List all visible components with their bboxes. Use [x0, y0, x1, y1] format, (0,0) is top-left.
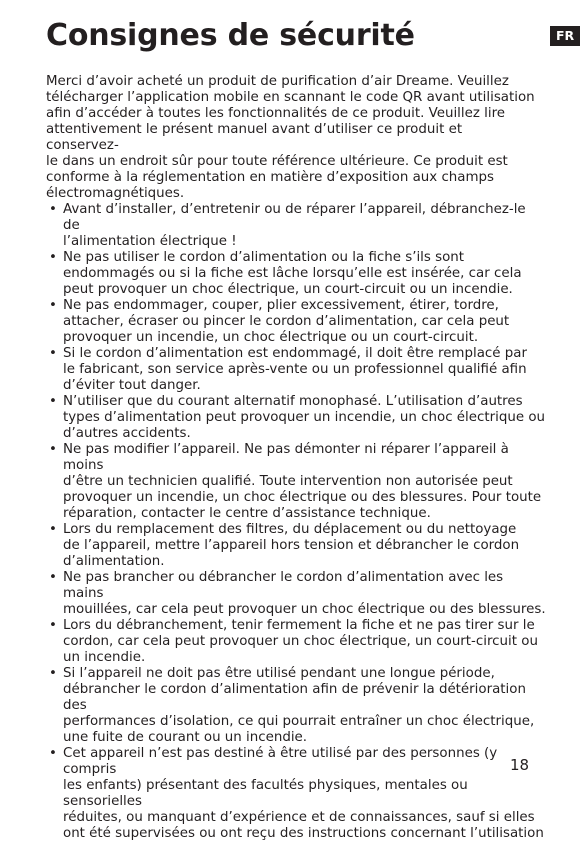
safety-instruction-item: • Si le cordon d’alimentation est endommagé, il doit être remplacé par le fabricant, son service après-vente ou un professionnel qualifié afin d’éviter tout danger.: [46, 346, 546, 394]
safety-instruction-item: • Lors du débranchement, tenir fermement la fiche et ne pas tirer sur le cordon, car cela peut provoquer un choc électrique, un court-circuit ou un incendie.: [46, 618, 546, 666]
safety-instructions-list: [46, 202, 546, 842]
safety-instruction-item: • Ne pas utiliser le cordon d’alimentation ou la fiche s’ils sont endommagés ou si la fiche est lâche lorsqu’elle est insérée, car cela peut provoquer un choc électrique, un court-circuit ou un incendie.: [46, 250, 546, 298]
safety-instruction-item: • Ne pas brancher ou débrancher le cordon d’alimentation avec les mains mouillées, car cela peut provoquer un choc électrique ou des blessures.: [46, 570, 546, 618]
safety-instruction-item: • N’utiliser que du courant alternatif monophasé. L’utilisation d’autres types d’alimentation peut provoquer un incendie, un choc électrique ou d’autres accidents.: [46, 394, 546, 442]
safety-instruction-item: • Lors du remplacement des filtres, du déplacement ou du nettoyage de l’appareil, mettre l’appareil hors tension et débrancher le cordon d’alimentation.: [46, 522, 546, 570]
intro-paragraph: Merci d’avoir acheté un produit de purification d’air Dreame. Veuillez télécharger l’application mobile en scannant le code QR avant utilisation afin d’accéder à toutes les fonctionnalités de ce produit. Veuillez lire attentivement le présent manuel avant d’utiliser ce produit et conservez- le dans un endroit sûr pour toute référence ultérieure. Ce produit est conforme à la réglementation en matière d’exposition aux champs électromagnétiques.: [46, 74, 535, 201]
safety-instruction-item: • Ne pas modifier l’appareil. Ne pas démonter ni réparer l’appareil à moins d’être un technicien qualifié. Toute intervention non autorisée peut provoquer un incendie, un choc électrique ou des blessures. Pour toute réparation, contacter le centre d’assistance technique.: [46, 442, 546, 522]
safety-instruction-item: • Cet appareil n’est pas destiné à être utilisé par des personnes (y compris les enfants) présentant des facultés physiques, mentales ou sensorielles réduites, ou manquant d’expérience et de connaissances, sauf si elles ont été supervisées ou ont reçu des instructions concernant l’utilisation: [46, 746, 546, 842]
language-badge: FR: [550, 26, 580, 46]
page-number: 18: [510, 756, 530, 774]
safety-instruction-item: • Ne pas endommager, couper, plier excessivement, étirer, tordre, attacher, écraser ou pincer le cordon d’alimentation, car cela peut provoquer un incendie, un choc électrique ou un court-circuit.: [46, 298, 546, 346]
safety-instruction-item: • Si l’appareil ne doit pas être utilisé pendant une longue période, débrancher le cordon d’alimentation afin de prévenir la détérioration des performances d’isolation, ce qui pourrait entraîner un choc électrique, une fuite de courant ou un incendie.: [46, 666, 546, 746]
safety-instruction-item: • Avant d’installer, d’entretenir ou de réparer l’appareil, débranchez-le de l’alimentation électrique !: [46, 202, 546, 250]
page-title: Consignes de sécurité: [46, 18, 415, 53]
